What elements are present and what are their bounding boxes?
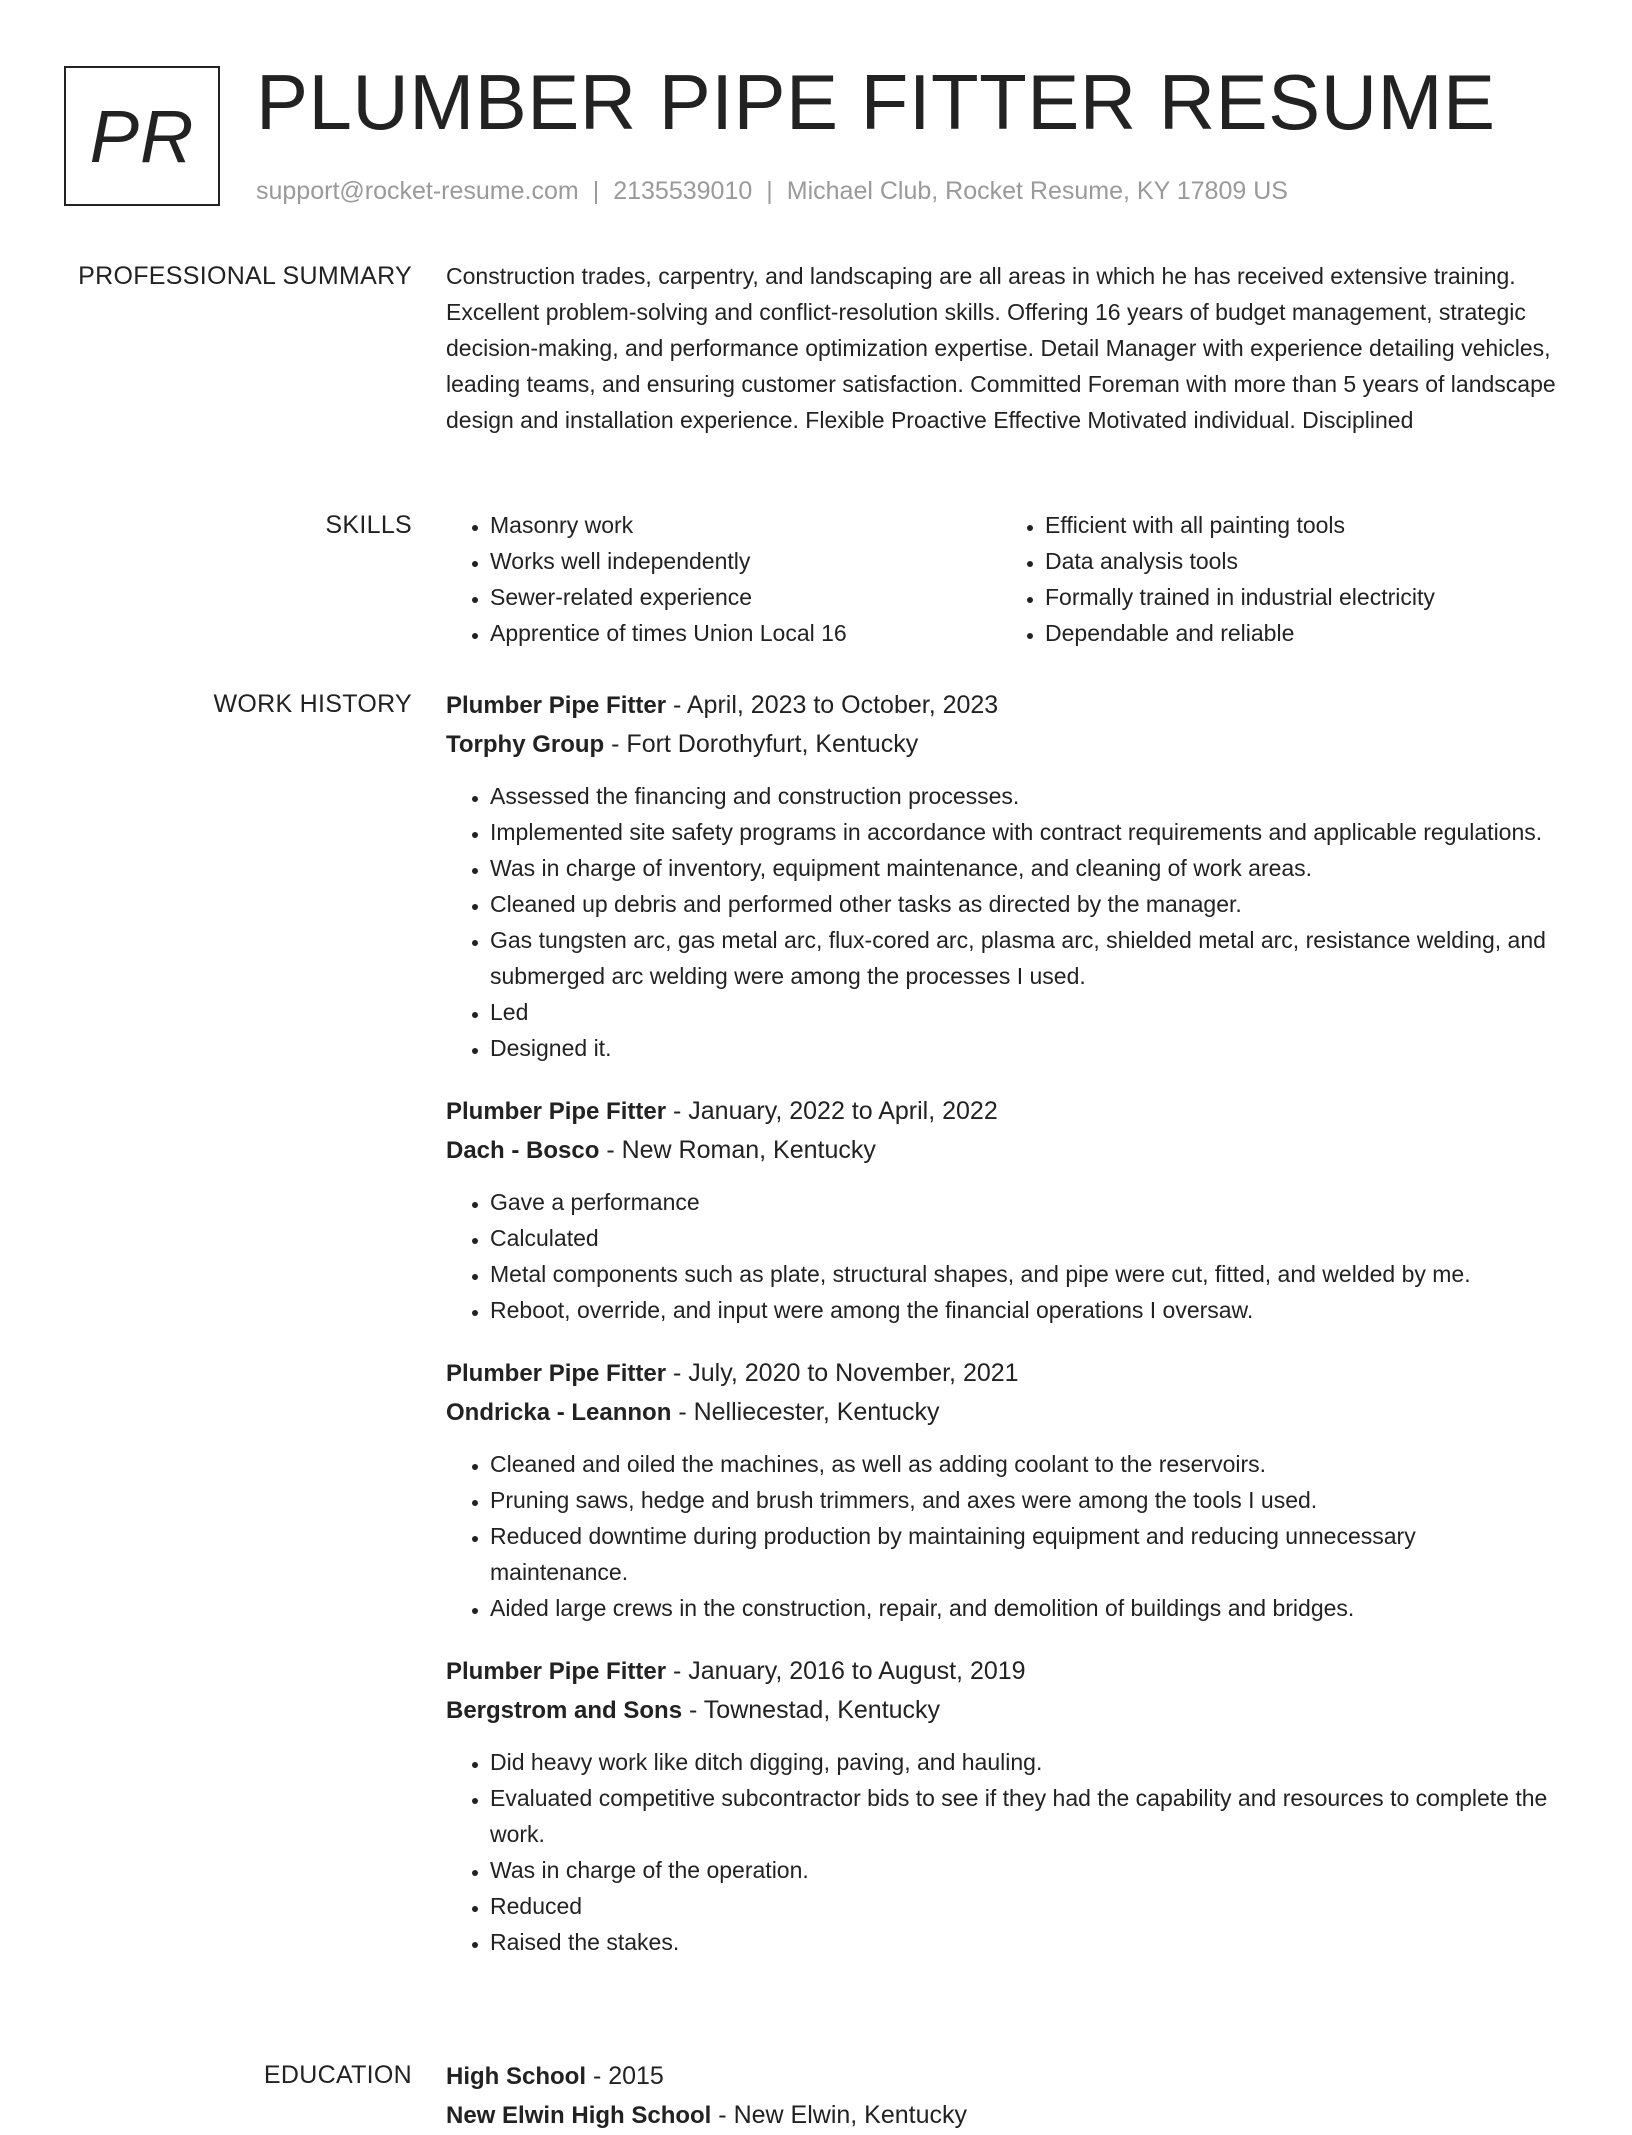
job-company-line xyxy=(446,1393,1556,1432)
job-bullet: • Implemented site safety programs in accordance with contract requirements and applicable regulations. xyxy=(490,814,1556,850)
resume-title: PLUMBER PIPE FITTER RESUME xyxy=(256,58,1496,146)
contact-separator: | xyxy=(766,177,773,205)
section-title-summary: PROFESSIONAL SUMMARY xyxy=(78,262,412,290)
job-company: Dach - Bosco xyxy=(446,1137,600,1164)
section-title-work-history: WORK HISTORY xyxy=(213,690,412,718)
contact-separator: | xyxy=(592,177,600,205)
job-company: Torphy Group xyxy=(446,731,605,758)
job-role: Plumber Pipe Fitter xyxy=(446,1098,667,1125)
section-title-education: EDUCATION xyxy=(263,2061,412,2089)
education-location: - New Elwin, Kentucky xyxy=(711,2101,967,2129)
job-bullets xyxy=(446,778,1556,1066)
job-location: - Fort Dorothyfurt, Kentucky xyxy=(604,730,919,758)
summary-text: Construction trades, carpentry, and landscaping are all areas in which he has received extensive training. Excellent problem-solving and conflict-resolution skills. Offering 16 years of budget management, strategic decision-making, and performance optimization expertise. Detail Manager with experience detailing vehicles, leading teams, and ensuring customer satisfaction. Committed Foreman with more than 5 years of landscape design and installation experience. Flexible Proactive Effective Motivated individual. Disciplined xyxy=(446,263,1556,433)
job-bullet: • Raised the stakes. xyxy=(490,1924,1556,1960)
skill-item: • Data analysis tools xyxy=(1045,543,1556,579)
job-company: Bergstrom and Sons xyxy=(446,1697,683,1724)
skill-item: • Formally trained in industrial electricity xyxy=(1045,579,1556,615)
job-company-line xyxy=(446,725,1556,764)
skills-section xyxy=(0,507,1632,651)
job-bullet: • Aided large crews in the construction, repair, and demolition of buildings and bridges. xyxy=(490,1590,1556,1626)
education-section xyxy=(0,2057,1632,2135)
job-title-line xyxy=(446,1354,1556,1393)
job-location: - Townestad, Kentucky xyxy=(682,1696,941,1724)
job-location: - Nelliecester, Kentucky xyxy=(671,1398,940,1426)
monogram-badge xyxy=(64,66,220,206)
job-bullet: • Gas tungsten arc, gas metal arc, flux-cored arc, plasma arc, shielded metal arc, resistance welding, and submerged arc welding were among the processes I used. xyxy=(490,922,1556,994)
job-company: Ondricka - Leannon xyxy=(446,1399,672,1426)
skill-item: • Sewer-related experience xyxy=(490,579,1001,615)
summary-section xyxy=(0,258,1632,438)
job-bullet: • Designed it. xyxy=(490,1030,1556,1066)
job-bullet: • Reduced xyxy=(490,1888,1556,1924)
job-bullet: • Cleaned up debris and performed other tasks as directed by the manager. xyxy=(490,886,1556,922)
job-bullet: • Was in charge of the operation. xyxy=(490,1852,1556,1888)
monogram-text: PR xyxy=(89,94,195,178)
job-company-line xyxy=(446,1691,1556,1730)
job-location: - New Roman, Kentucky xyxy=(599,1136,876,1164)
job-entry xyxy=(446,1354,1556,1626)
job-bullet: • Metal components such as plate, structural shapes, and pipe were cut, fitted, and welded by me. xyxy=(490,1256,1556,1292)
skills-list-right xyxy=(1001,507,1556,651)
job-role: Plumber Pipe Fitter xyxy=(446,1360,667,1387)
job-dates: - January, 2016 to August, 2019 xyxy=(666,1657,1026,1685)
skills-list-left xyxy=(446,507,1001,651)
job-entry xyxy=(446,1652,1556,1960)
job-dates: - January, 2022 to April, 2022 xyxy=(666,1097,998,1125)
job-bullet: • Led xyxy=(490,994,1556,1030)
skill-item: • Works well independently xyxy=(490,543,1001,579)
job-company-line xyxy=(446,1131,1556,1170)
job-bullet: • Calculated xyxy=(490,1220,1556,1256)
job-role: Plumber Pipe Fitter xyxy=(446,692,667,719)
job-dates: - July, 2020 to November, 2021 xyxy=(666,1359,1019,1387)
job-bullet: • Gave a performance xyxy=(490,1184,1556,1220)
section-title-skills: SKILLS xyxy=(325,511,412,539)
job-bullet: • Cleaned and oiled the machines, as well as adding coolant to the reservoirs. xyxy=(490,1446,1556,1482)
education-year: - 2015 xyxy=(586,2062,664,2090)
job-bullet: • Did heavy work like ditch digging, paving, and hauling. xyxy=(490,1744,1556,1780)
job-bullets xyxy=(446,1184,1556,1328)
skill-item: • Masonry work xyxy=(490,507,1001,543)
contact-address: Michael Club, Rocket Resume, KY 17809 US xyxy=(786,177,1288,205)
job-entry xyxy=(446,686,1556,1066)
job-entry xyxy=(446,1092,1556,1328)
job-bullet: • Reboot, override, and input were among the financial operations I oversaw. xyxy=(490,1292,1556,1328)
education-degree: High School xyxy=(446,2063,586,2090)
job-bullet: • Pruning saws, hedge and brush trimmers, and axes were among the tools I used. xyxy=(490,1482,1556,1518)
job-bullets xyxy=(446,1744,1556,1960)
skill-item: • Efficient with all painting tools xyxy=(1045,507,1556,543)
job-bullet: • Evaluated competitive subcontractor bids to see if they had the capability and resources to complete the work. xyxy=(490,1780,1556,1852)
contact-phone[interactable]: 2135539010 xyxy=(613,177,753,205)
job-bullet: • Assessed the financing and construction processes. xyxy=(490,778,1556,814)
skill-item: • Apprentice of times Union Local 16 xyxy=(490,615,1001,651)
education-degree-line xyxy=(446,2057,1556,2096)
job-title-line xyxy=(446,1092,1556,1131)
education-school: New Elwin High School xyxy=(446,2102,712,2129)
contact-email[interactable]: support@rocket-resume.com xyxy=(256,177,579,205)
job-bullet: • Reduced downtime during production by maintaining equipment and reducing unnecessary maintenance. xyxy=(490,1518,1556,1590)
job-dates: - April, 2023 to October, 2023 xyxy=(666,691,999,719)
skill-item: • Dependable and reliable xyxy=(1045,615,1556,651)
job-bullet: • Was in charge of inventory, equipment maintenance, and cleaning of work areas. xyxy=(490,850,1556,886)
work-history-section xyxy=(0,686,1632,1986)
education-school-line xyxy=(446,2096,1556,2135)
job-role: Plumber Pipe Fitter xyxy=(446,1658,667,1685)
job-title-line xyxy=(446,686,1556,725)
job-bullets xyxy=(446,1446,1556,1626)
job-title-line xyxy=(446,1652,1556,1691)
contact-line xyxy=(256,174,1288,208)
